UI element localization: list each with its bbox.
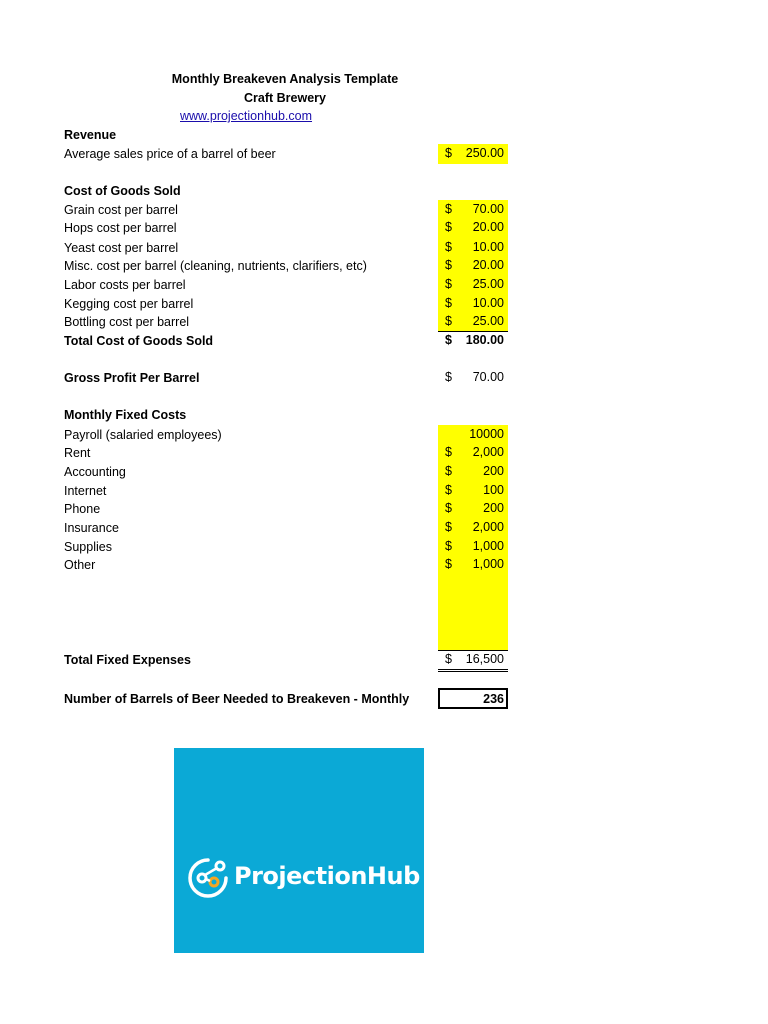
- currency-symbol: $: [445, 557, 452, 571]
- currency-symbol: $: [445, 652, 452, 666]
- fixed-item-value: 2,000: [472, 445, 504, 459]
- fixed-item-label: Other: [64, 558, 96, 572]
- currency-symbol: $: [445, 277, 452, 291]
- breakeven-label: Number of Barrels of Beer Needed to Breakeven - Monthly: [64, 692, 410, 706]
- cogs-item-value-cell[interactable]: [438, 257, 508, 275]
- fixed-item-label: Insurance: [64, 521, 119, 535]
- cogs-item-value: 20.00: [472, 258, 504, 272]
- fixed-item-value: 100: [483, 483, 504, 497]
- gross-profit-value: 70.00: [472, 370, 504, 384]
- fixed-item-value-cell[interactable]: [438, 426, 508, 444]
- cogs-item-label: Misc. cost per barrel (cleaning, nutrients, clarifiers, etc): [64, 259, 367, 273]
- fixed-total-label: Total Fixed Expenses: [64, 653, 191, 667]
- cogs-item-label: Grain cost per barrel: [64, 203, 178, 217]
- projectionhub-link[interactable]: www.projectionhub.com: [180, 109, 313, 123]
- gross-profit-label: Gross Profit Per Barrel: [64, 371, 200, 385]
- currency-symbol: $: [445, 445, 452, 459]
- fixed-item-value-cell[interactable]: [438, 556, 508, 574]
- fixed-item-label: Phone: [64, 502, 101, 516]
- projectionhub-logo: [174, 748, 424, 953]
- cogs-item-value: 25.00: [472, 314, 504, 328]
- revenue-value: 250.00: [465, 146, 504, 160]
- cogs-item-value-cell[interactable]: [438, 219, 508, 237]
- currency-symbol: $: [445, 258, 452, 272]
- revenue-value-cell[interactable]: [438, 145, 508, 163]
- gross-profit-cell: [438, 369, 508, 387]
- cogs-item-value-cell[interactable]: [438, 201, 508, 219]
- fixed-item-value-cell[interactable]: [438, 500, 508, 518]
- cogs-item-value: 25.00: [472, 277, 504, 291]
- cogs-item-value: 20.00: [472, 220, 504, 234]
- fixed-item-value-cell[interactable]: [438, 538, 508, 556]
- fixed-item-value-cell[interactable]: [438, 482, 508, 500]
- fixed-total-value: 16,500: [465, 652, 504, 666]
- currency-symbol: $: [445, 501, 452, 515]
- fixed-item-label: Rent: [64, 446, 91, 460]
- currency-symbol: $: [445, 333, 452, 347]
- currency-symbol: $: [445, 520, 452, 534]
- currency-symbol: $: [445, 483, 452, 497]
- cogs-heading: Cost of Goods Sold: [64, 184, 181, 198]
- cogs-item-label: Bottling cost per barrel: [64, 315, 190, 329]
- cogs-item-label: Hops cost per barrel: [64, 221, 177, 235]
- cogs-item-value-cell[interactable]: [438, 313, 508, 331]
- fixed-item-value-cell[interactable]: [438, 444, 508, 462]
- currency-symbol: $: [445, 146, 452, 160]
- breakeven-result-cell: [438, 688, 508, 709]
- fixed-item-label: Supplies: [64, 540, 112, 554]
- fixed-item-label: Accounting: [64, 465, 126, 479]
- currency-symbol: $: [445, 202, 452, 216]
- cogs-total-label: Total Cost of Goods Sold: [64, 334, 214, 348]
- cogs-item-value: 10.00: [472, 240, 504, 254]
- cogs-item-value-cell[interactable]: [438, 239, 508, 257]
- fixed-item-value: 200: [483, 464, 504, 478]
- currency-symbol: $: [445, 464, 452, 478]
- currency-symbol: $: [445, 539, 452, 553]
- fixed-item-label: Internet: [64, 484, 107, 498]
- currency-symbol: $: [445, 296, 452, 310]
- currency-symbol: $: [445, 370, 452, 384]
- cogs-item-label: Yeast cost per barrel: [64, 241, 179, 255]
- cogs-total-value: 180.00: [465, 333, 504, 347]
- fixed-item-value: 1,000: [472, 539, 504, 553]
- sheet-title: Monthly Breakeven Analysis Template: [171, 72, 399, 86]
- fixed-item-value: 1,000: [472, 557, 504, 571]
- currency-symbol: $: [445, 314, 452, 328]
- logo-wordmark: ProjectionHub: [234, 862, 420, 890]
- cogs-total-cell: [438, 331, 508, 351]
- fixed-total-cell: [438, 650, 508, 672]
- cogs-item-value: 10.00: [472, 296, 504, 310]
- cogs-item-label: Labor costs per barrel: [64, 278, 186, 292]
- cogs-item-value-cell[interactable]: [438, 295, 508, 313]
- revenue-label: Average sales price of a barrel of beer: [64, 147, 276, 161]
- breakeven-value: 236: [483, 692, 504, 706]
- fixed-item-label: Payroll (salaried employees): [64, 428, 222, 442]
- fixed-item-value-cell[interactable]: [438, 463, 508, 481]
- cogs-item-label: Kegging cost per barrel: [64, 297, 194, 311]
- currency-symbol: $: [445, 220, 452, 234]
- revenue-heading: Revenue: [64, 128, 117, 142]
- fixed-costs-heading: Monthly Fixed Costs: [64, 408, 187, 422]
- fixed-item-value: 200: [483, 501, 504, 515]
- cogs-item-value: 70.00: [472, 202, 504, 216]
- sheet-subtitle: Craft Brewery: [244, 91, 326, 105]
- projectionhub-logo-icon: [186, 856, 230, 900]
- fixed-item-value: 2,000: [472, 520, 504, 534]
- currency-symbol: $: [445, 240, 452, 254]
- cogs-item-value-cell[interactable]: [438, 276, 508, 294]
- fixed-item-value: 10000: [469, 427, 504, 441]
- fixed-item-value-cell[interactable]: [438, 519, 508, 537]
